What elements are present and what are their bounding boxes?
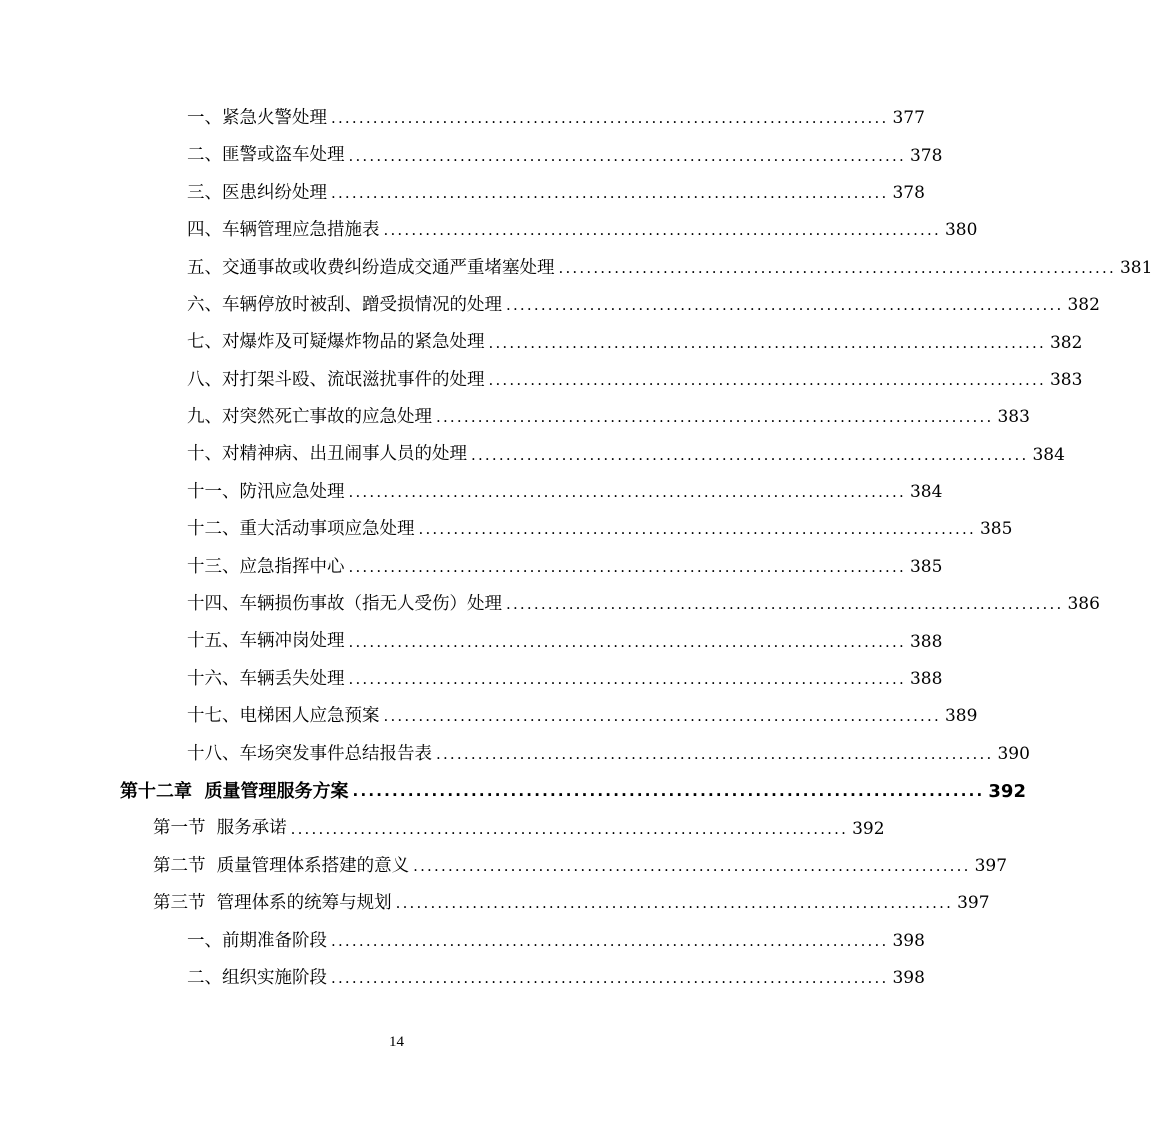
toc-entry-title: 十二、重大活动事项应急处理 bbox=[187, 519, 415, 540]
toc-entry-title: 十、对精神病、出丑闹事人员的处理 bbox=[187, 444, 467, 465]
toc-dot-leader: ................................................................................ bbox=[488, 333, 1046, 352]
toc-section-entry[interactable] bbox=[0, 885, 990, 922]
toc-dot-leader: ................................................................................ bbox=[331, 969, 889, 988]
toc-dot-leader: ................................................................................ bbox=[471, 445, 1029, 464]
toc-entry-page: 388 bbox=[909, 669, 943, 690]
toc-entry-title: 十六、车辆丢失处理 bbox=[187, 668, 345, 689]
toc-entry-page: 392 bbox=[852, 818, 885, 839]
toc-item-entry[interactable] bbox=[0, 960, 925, 997]
toc-entry-page: 385 bbox=[979, 519, 1013, 540]
toc-dot-leader: ................................................................................ bbox=[348, 670, 906, 689]
toc-entry-page: 398 bbox=[892, 968, 925, 989]
toc-dot-leader: ................................................................................ bbox=[436, 408, 994, 427]
toc-dot-leader: ................................................................................ bbox=[331, 183, 889, 202]
toc-entry-title: 二、匪警或盗车处理 bbox=[187, 145, 345, 166]
toc-entry-title: 第三节 管理体系的统筹与规划 bbox=[153, 893, 392, 914]
toc-item-entry[interactable] bbox=[0, 362, 1083, 399]
toc-entry-page: 382 bbox=[1049, 332, 1083, 353]
toc-item-entry[interactable] bbox=[0, 175, 925, 212]
toc-item-entry[interactable] bbox=[0, 923, 925, 960]
toc-dot-leader: ................................................................................ bbox=[395, 894, 954, 913]
toc-entry-page: 398 bbox=[892, 930, 925, 951]
toc-dot-leader: ................................................................................ bbox=[348, 483, 906, 502]
toc-section-entry[interactable] bbox=[0, 810, 885, 847]
toc-entry-page: 382 bbox=[1067, 295, 1100, 316]
toc-entry-page: 381 bbox=[1119, 257, 1152, 278]
toc-item-entry[interactable] bbox=[0, 698, 978, 735]
toc-entry-title: 十四、车辆损伤事故（指无人受伤）处理 bbox=[187, 594, 502, 615]
toc-item-entry[interactable] bbox=[0, 437, 1065, 474]
toc-entry-page: 384 bbox=[1032, 444, 1065, 465]
toc-dot-leader: ................................................................................ bbox=[413, 857, 971, 875]
toc-entry-title: 十三、应急指挥中心 bbox=[187, 556, 345, 577]
toc-item-entry[interactable] bbox=[0, 324, 1083, 361]
toc-entry-title: 第一节 服务承诺 bbox=[153, 818, 287, 839]
toc-dot-leader: ................................................................................ bbox=[331, 109, 889, 128]
toc-entry-page: 397 bbox=[974, 856, 1008, 876]
toc-item-entry[interactable] bbox=[0, 736, 1030, 773]
toc-item-entry[interactable] bbox=[0, 661, 943, 698]
toc-entry-page: 378 bbox=[892, 182, 925, 203]
toc-entry-title: 二、组织实施阶段 bbox=[187, 967, 327, 988]
toc-entry-page: 377 bbox=[892, 108, 925, 129]
toc-item-entry[interactable] bbox=[0, 474, 943, 511]
toc-entry-title: 十五、车辆冲岗处理 bbox=[187, 631, 345, 652]
toc-dot-leader: ................................................................................ bbox=[506, 595, 1064, 614]
toc-item-entry[interactable] bbox=[0, 511, 1013, 548]
toc-dot-leader: ................................................................................ bbox=[352, 782, 985, 801]
toc-entry-page: 390 bbox=[997, 743, 1030, 764]
toc-dot-leader: ................................................................................ bbox=[331, 931, 889, 950]
toc-section-entry[interactable] bbox=[0, 848, 1008, 885]
toc-dot-leader: ................................................................................ bbox=[506, 296, 1064, 315]
toc-entry-page: 380 bbox=[944, 220, 978, 241]
table-of-contents bbox=[0, 100, 1152, 997]
toc-entry-title: 三、医患纠纷处理 bbox=[187, 182, 327, 203]
toc-entry-title: 第二节 质量管理体系搭建的意义 bbox=[153, 855, 410, 876]
toc-entry-page: 397 bbox=[957, 893, 990, 914]
toc-dot-leader: ................................................................................ bbox=[558, 258, 1116, 277]
toc-entry-page: 385 bbox=[909, 556, 943, 577]
toc-item-entry[interactable] bbox=[0, 137, 943, 174]
toc-entry-title: 四、车辆管理应急措施表 bbox=[187, 220, 380, 241]
toc-entry-page: 383 bbox=[997, 407, 1030, 428]
toc-entry-page: 392 bbox=[988, 780, 1026, 802]
toc-dot-leader: ................................................................................ bbox=[348, 146, 906, 165]
toc-entry-title: 第十二章 质量管理服务方案 bbox=[120, 780, 349, 802]
page-number: 14 bbox=[389, 1034, 404, 1050]
toc-entry-title: 七、对爆炸及可疑爆炸物品的紧急处理 bbox=[187, 332, 485, 353]
toc-item-entry[interactable] bbox=[0, 586, 1100, 623]
toc-dot-leader: ................................................................................ bbox=[383, 221, 941, 240]
toc-dot-leader: ................................................................................ bbox=[348, 632, 906, 651]
toc-chapter-entry[interactable] bbox=[0, 773, 1026, 810]
toc-entry-title: 六、车辆停放时被刮、蹭受损情况的处理 bbox=[187, 294, 502, 315]
toc-item-entry[interactable] bbox=[0, 100, 925, 137]
toc-dot-leader: ................................................................................ bbox=[436, 744, 994, 763]
toc-entry-title: 九、对突然死亡事故的应急处理 bbox=[187, 407, 432, 428]
toc-item-entry[interactable] bbox=[0, 212, 978, 249]
toc-dot-leader: ................................................................................ bbox=[290, 819, 849, 838]
toc-item-entry[interactable] bbox=[0, 623, 943, 660]
toc-entry-page: 388 bbox=[909, 631, 943, 652]
toc-entry-title: 十七、电梯困人应急预案 bbox=[187, 706, 380, 727]
toc-entry-page: 384 bbox=[909, 482, 943, 503]
toc-entry-title: 十八、车场突发事件总结报告表 bbox=[187, 743, 432, 764]
toc-item-entry[interactable] bbox=[0, 287, 1100, 324]
toc-entry-title: 五、交通事故或收费纠纷造成交通严重堵塞处理 bbox=[187, 257, 555, 278]
toc-item-entry[interactable] bbox=[0, 549, 943, 586]
toc-entry-title: 一、紧急火警处理 bbox=[187, 107, 327, 128]
toc-entry-page: 389 bbox=[944, 706, 978, 727]
toc-dot-leader: ................................................................................ bbox=[488, 370, 1046, 389]
toc-entry-title: 一、前期准备阶段 bbox=[187, 930, 327, 951]
toc-item-entry[interactable] bbox=[0, 399, 1030, 436]
toc-dot-leader: ................................................................................ bbox=[348, 557, 906, 576]
toc-entry-page: 386 bbox=[1067, 594, 1100, 615]
toc-entry-title: 八、对打架斗殴、流氓滋扰事件的处理 bbox=[187, 369, 485, 390]
toc-item-entry[interactable] bbox=[0, 250, 1152, 287]
toc-dot-leader: ................................................................................ bbox=[383, 707, 941, 726]
toc-entry-page: 383 bbox=[1049, 369, 1083, 390]
toc-dot-leader: ................................................................................ bbox=[418, 520, 976, 539]
toc-entry-title: 十一、防汛应急处理 bbox=[187, 481, 345, 502]
toc-entry-page: 378 bbox=[909, 145, 943, 166]
